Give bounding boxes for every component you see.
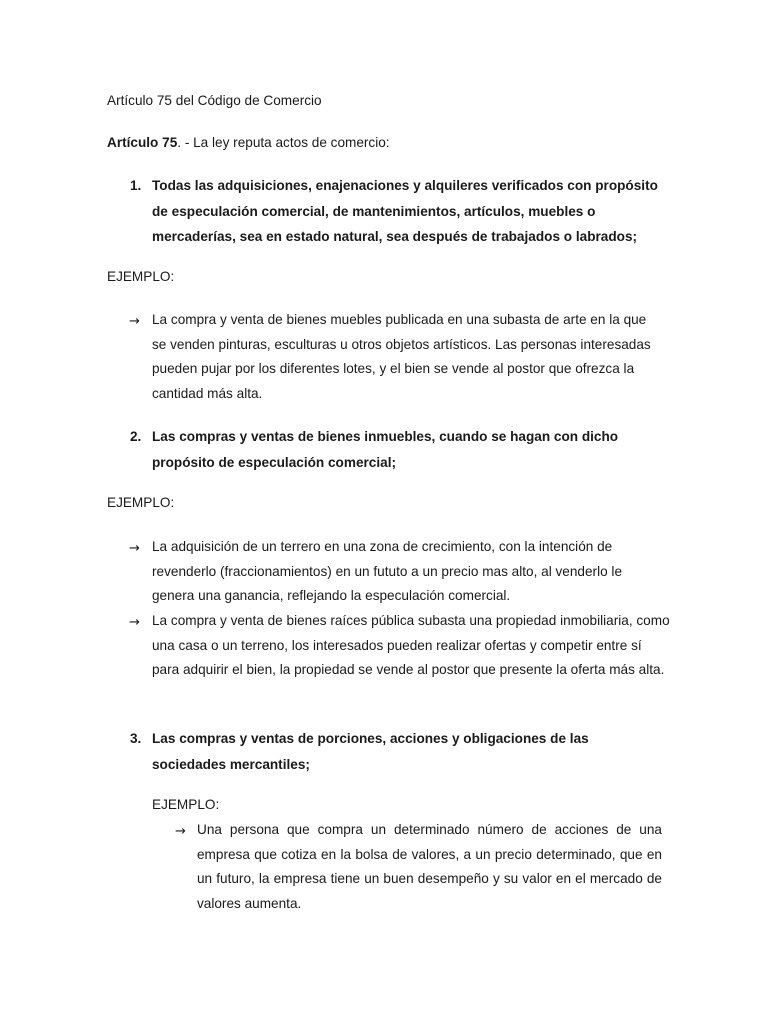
- document-title: Artículo 75 del Código de Comercio: [107, 93, 322, 108]
- arrow-right-icon: →: [129, 314, 140, 329]
- article-label: Artículo 75: [107, 135, 178, 150]
- item-2-number: 2.: [130, 429, 142, 444]
- item-2-example-1: La adquisición de un terrero en una zona de crecimiento, con la intención de revenderlo (fraccionamientos) en un fututo a un precio mas alto, al venderlo le genera una ganancia, reflejando la especulación comercial.: [152, 539, 622, 603]
- intro-text: . - La ley reputa actos de comercio:: [177, 135, 390, 150]
- item-1-example-1: La compra y venta de bienes muebles publicada en una subasta de arte en la que se venden pinturas, esculturas u otros objetos artísticos. Las personas interesadas pueden pujar por los diferentes lotes, y el bien se vende al postor que ofrezca la cantidad más alta.: [152, 312, 651, 401]
- intro-paragraph: [107, 130, 390, 155]
- arrow-right-icon: →: [129, 541, 140, 556]
- item-2-example-2: La compra y venta de bienes raíces pública subasta una propiedad inmobiliaria, como una casa o un terreno, los interesados pueden realizar ofertas y competir entre sí para adquirir el bien, la propiedad se vende al postor que presente la oferta más alta.: [152, 613, 670, 677]
- item-3-example-1: Una persona que compra un determinado número de acciones de una empresa que cotiza en la bolsa de valores, a un precio determinado, que en un futuro, la empresa tiene un buen desempeño y su valor en el mercado de valores aumenta.: [197, 822, 662, 911]
- item-3-number: 3.: [130, 731, 142, 746]
- item-1-example-label: EJEMPLO:: [107, 269, 175, 284]
- item-1-text: Todas las adquisiciones, enajenaciones y alquileres verificados con propósito de especulación comercial, de mantenimientos, artículos, muebles o mercaderías, sea en estado natural, sea después de trabajados o labrados;: [152, 178, 658, 244]
- arrow-right-icon: →: [175, 824, 186, 839]
- item-3-example-label: EJEMPLO:: [152, 797, 220, 812]
- item-2-text: Las compras y ventas de bienes inmuebles, cuando se hagan con dicho propósito de especulación comercial;: [152, 429, 619, 470]
- item-3-text: Las compras y ventas de porciones, acciones y obligaciones de las sociedades mercantiles;: [152, 731, 589, 772]
- arrow-right-icon: →: [129, 615, 140, 630]
- item-1-number: 1.: [130, 178, 142, 193]
- item-2-example-label: EJEMPLO:: [107, 495, 175, 510]
